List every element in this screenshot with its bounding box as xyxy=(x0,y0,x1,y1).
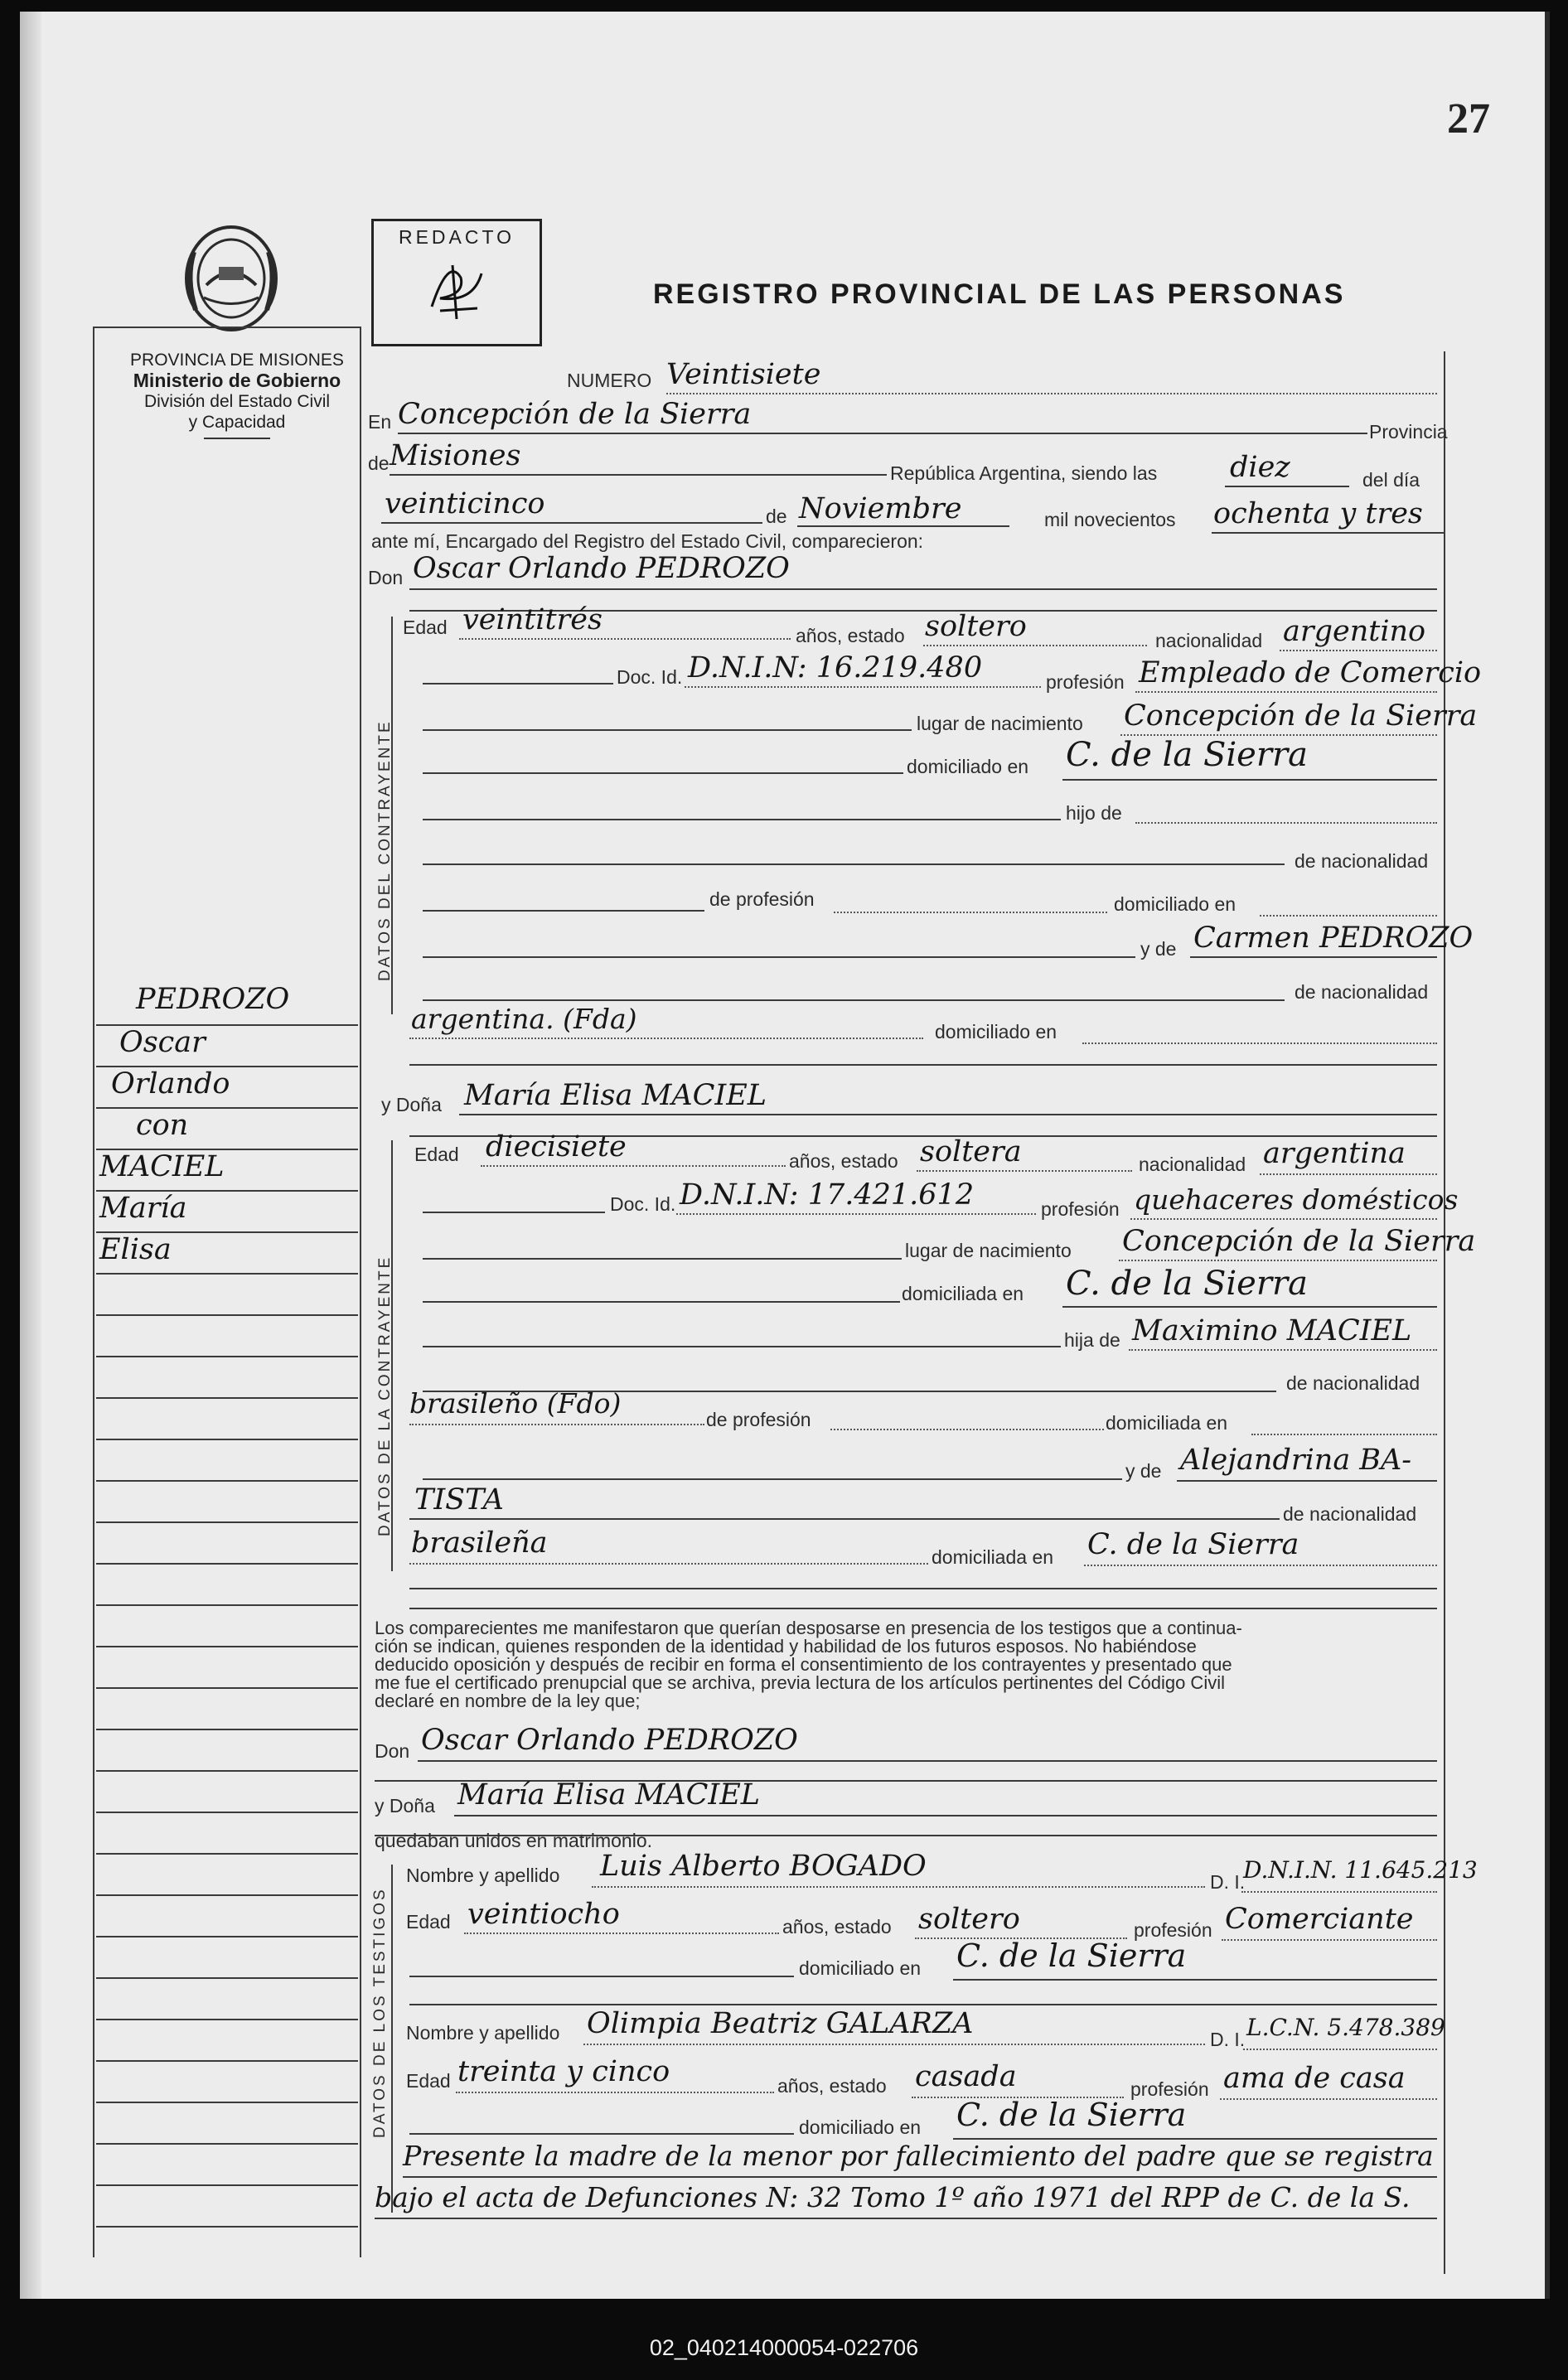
f-madre-2: TISTA xyxy=(414,1483,504,1517)
c-de-profesion-label: de profesión xyxy=(709,888,815,910)
t2-nombre-label: Nombre y apellido xyxy=(406,2022,560,2044)
numero-value: Veintisiete xyxy=(666,358,821,391)
note-line-1: Presente la madre de la menor por fallecimiento del padre que se registra xyxy=(403,2140,1434,2172)
t2-edad-label: Edad xyxy=(406,2070,451,2092)
f-doc: D.N.I.N: 17.421.612 xyxy=(680,1178,975,1212)
image-caption: 02_040214000054-022706 xyxy=(649,2335,919,2360)
left-header xyxy=(96,350,378,439)
f-profesion-label: profesión xyxy=(1041,1198,1120,1220)
margin-surname-2: MACIEL xyxy=(99,1150,225,1183)
c-domiciliado-en-label: domiciliado en xyxy=(1114,893,1236,915)
f-de-nacionalidad-label-2: de nacionalidad xyxy=(1283,1503,1417,1525)
t2-anos-estado-label: años, estado xyxy=(777,2075,887,2097)
c-madre: Carmen PEDROZO xyxy=(1193,922,1474,955)
c-y-de-label: y de xyxy=(1140,938,1177,960)
t1-name: Luis Alberto BOGADO xyxy=(600,1850,927,1883)
f-edad: diecisiete xyxy=(486,1130,627,1163)
left-margin-line xyxy=(93,327,94,2257)
f-nacionalidad-label: nacionalidad xyxy=(1139,1154,1246,1175)
de-label: de xyxy=(368,452,390,474)
c-nacionalidad-label: nacionalidad xyxy=(1155,630,1263,651)
mes-label: de xyxy=(766,506,787,527)
c-profesion-label: profesión xyxy=(1046,671,1125,693)
f-edad-label: Edad xyxy=(414,1144,459,1165)
c-de-nacionalidad-label: de nacionalidad xyxy=(1295,850,1429,872)
t2-profesion-label: profesión xyxy=(1130,2078,1209,2100)
t1-domicilio: C. de la Sierra xyxy=(956,1937,1187,1974)
t1-estado: soltero xyxy=(918,1903,1020,1936)
declaration-paragraph xyxy=(375,1619,1444,1710)
t1-di-label: D. I. xyxy=(1210,1871,1246,1893)
c-domicilio: C. de la Sierra xyxy=(1066,736,1308,774)
f-domiciliada-en-label: domiciliada en xyxy=(1106,1412,1228,1434)
t1-nombre-label: Nombre y apellido xyxy=(406,1865,560,1886)
c-nacionalidad: argentino xyxy=(1283,615,1426,648)
margin-name-1: Oscar xyxy=(119,1026,206,1059)
declaration-line-3: deducido oposición y después de recibir en forma el consentimiento de los contrayentes y presentado que xyxy=(375,1654,1232,1675)
province-name: PROVINCIA DE MISIONES xyxy=(130,351,344,370)
declaration-line-1: Los comparecientes me manifestaron que querían desposarse en presencia de los testigos que a continua- xyxy=(375,1618,1242,1638)
f-madre-nacionalidad: brasileña xyxy=(411,1526,548,1560)
provincial-seal-icon xyxy=(177,219,285,343)
c-lugar-label: lugar de nacimiento xyxy=(917,713,1083,734)
en-label: En xyxy=(368,411,392,433)
mes-value: Noviembre xyxy=(799,492,962,525)
stamp-label: REDACTO xyxy=(398,226,515,248)
c-edad-label: Edad xyxy=(403,617,448,638)
t2-di-label: D. I. xyxy=(1210,2029,1246,2050)
signature-icon xyxy=(374,249,540,331)
f-madre-1: Alejandrina BA- xyxy=(1180,1444,1412,1477)
dona-label: y Doña xyxy=(381,1094,442,1115)
don-label: Don xyxy=(368,567,404,588)
c-hijo-label: hijo de xyxy=(1066,802,1122,824)
decl-quedaban: quedaban unidos en matrimonio. xyxy=(375,1830,653,1851)
contrayente-section-label: DATOS DEL CONTRAYENTE xyxy=(376,719,394,981)
margin-name-4: Elisa xyxy=(99,1233,172,1266)
f-domicilio: C. de la Sierra xyxy=(1066,1265,1308,1303)
register-page xyxy=(20,12,1550,2299)
testigos-section-label: DATOS DE LOS TESTIGOS xyxy=(371,1887,389,2138)
f-lugar-label: lugar de nacimiento xyxy=(905,1240,1072,1261)
t1-edad: veintiocho xyxy=(467,1898,620,1931)
t2-domiciliado-label: domiciliado en xyxy=(799,2116,922,2138)
provincia-label: Provincia xyxy=(1369,421,1448,443)
t1-anos-estado-label: años, estado xyxy=(782,1916,892,1937)
dia-value: veinticinco xyxy=(385,487,545,520)
f-hija-label: hija de xyxy=(1064,1329,1120,1351)
document-title: REGISTRO PROVINCIAL DE LAS PERSONAS xyxy=(653,278,1346,310)
c-profesion: Empleado de Comercio xyxy=(1139,656,1482,689)
c-domiciliado-label: domiciliado en xyxy=(907,756,1029,777)
f-lugar: Concepción de la Sierra xyxy=(1122,1225,1476,1258)
f-y-de-label: y de xyxy=(1125,1460,1162,1482)
redacto-stamp xyxy=(371,219,542,346)
f-anos-estado-label: años, estado xyxy=(789,1150,898,1172)
decl-dona-label: y Doña xyxy=(375,1795,435,1816)
f-profesion: quehaceres domésticos xyxy=(1134,1183,1459,1216)
contrayenta-section-label: DATOS DE LA CONTRAYENTE xyxy=(376,1255,394,1536)
c-madre-nacionalidad: argentina. (Fda) xyxy=(411,1003,637,1035)
decl-dona-name: María Elisa MACIEL xyxy=(457,1778,761,1812)
margin-name-2: Orlando xyxy=(111,1067,230,1101)
t1-profesion: Comerciante xyxy=(1225,1903,1414,1936)
right-frame-line xyxy=(1444,351,1445,2274)
decl-don-label: Don xyxy=(375,1740,410,1762)
ante-text: ante mí, Encargado del Registro del Estado Civil, comparecieron: xyxy=(371,530,924,552)
ministry-name: Ministerio de Gobierno xyxy=(133,370,341,391)
f-estado: soltera xyxy=(920,1135,1022,1168)
margin-separator-line xyxy=(360,327,361,2257)
margin-name-3: María xyxy=(99,1192,187,1225)
f-domiciliada-label: domiciliada en xyxy=(902,1283,1024,1304)
c-edad: veintitrés xyxy=(462,603,603,636)
t1-di: D.N.I.N. 11.645.213 xyxy=(1243,1856,1478,1884)
de-value: Misiones xyxy=(390,439,521,472)
f-padre: Maximino MACIEL xyxy=(1132,1314,1412,1347)
contrayente-name: Oscar Orlando PEDROZO xyxy=(413,552,790,585)
contrayenta-name: María Elisa MACIEL xyxy=(464,1079,767,1112)
margin-con: con xyxy=(136,1109,189,1142)
c-estado: soltero xyxy=(925,610,1027,643)
f-madre-domicilio: C. de la Sierra xyxy=(1087,1528,1299,1561)
anio-value: ochenta y tres xyxy=(1213,497,1423,530)
t2-profesion: ama de casa xyxy=(1223,2062,1406,2095)
mil-label: mil novecientos xyxy=(1044,509,1176,530)
page-number: 27 xyxy=(1447,95,1490,143)
declaration-line-4: me fue el certificado prenupcial que se archiva, previa lectura de los artículos pertinentes del Código Civil xyxy=(375,1672,1225,1693)
t1-domiciliado-label: domiciliado en xyxy=(799,1957,922,1979)
t2-name: Olimpia Beatriz GALARZA xyxy=(587,2007,974,2040)
numero-label: NUMERO xyxy=(567,370,652,391)
en-value: Concepción de la Sierra xyxy=(398,398,752,431)
division-subname: y Capacidad xyxy=(188,413,286,432)
f-de-profesion-label: de profesión xyxy=(706,1409,811,1430)
c-doc-label: Doc. Id. xyxy=(617,666,683,688)
c-de-nacionalidad-label-2: de nacionalidad xyxy=(1295,981,1429,1003)
t2-di: L.C.N. 5.478.389 xyxy=(1246,2014,1445,2041)
f-de-nacionalidad-label: de nacionalidad xyxy=(1286,1372,1420,1394)
t1-profesion-label: profesión xyxy=(1134,1919,1212,1941)
t2-edad: treinta y cinco xyxy=(457,2055,670,2088)
t1-edad-label: Edad xyxy=(406,1911,451,1933)
declaration-line-5: declaré en nombre de la ley que; xyxy=(375,1691,641,1711)
decl-don-name: Oscar Orlando PEDROZO xyxy=(421,1724,798,1757)
f-domiciliada-en-label-2: domiciliada en xyxy=(932,1546,1054,1568)
margin-surname-1: PEDROZO xyxy=(136,983,290,1016)
note-line-2: bajo el acta de Defunciones N: 32 Tomo 1º año 1971 del RPP de C. de la S. xyxy=(375,2181,1411,2213)
division-name: División del Estado Civil xyxy=(143,392,331,411)
t2-estado: casada xyxy=(915,2060,1017,2093)
republica-text: República Argentina, siendo las xyxy=(890,462,1158,484)
c-anos-estado-label: años, estado xyxy=(796,625,905,646)
f-nacionalidad: argentina xyxy=(1263,1137,1406,1170)
del-dia-label: del día xyxy=(1362,469,1420,491)
f-doc-label: Doc. Id. xyxy=(610,1193,676,1215)
hora-value: diez xyxy=(1230,451,1290,484)
book-spine xyxy=(20,12,41,2299)
c-domiciliado-en-label-2: domiciliado en xyxy=(935,1021,1057,1042)
declaration-line-2: ción se indican, quienes responden de la identidad y habilidad de los futuros esposos. No habiéndose xyxy=(375,1636,1197,1657)
c-lugar: Concepción de la Sierra xyxy=(1124,699,1478,733)
c-doc: D.N.I.N: 16.219.480 xyxy=(688,651,983,684)
f-padre-nacionalidad: brasileño (Fdo) xyxy=(409,1387,622,1420)
t2-domicilio: C. de la Sierra xyxy=(956,2097,1187,2133)
